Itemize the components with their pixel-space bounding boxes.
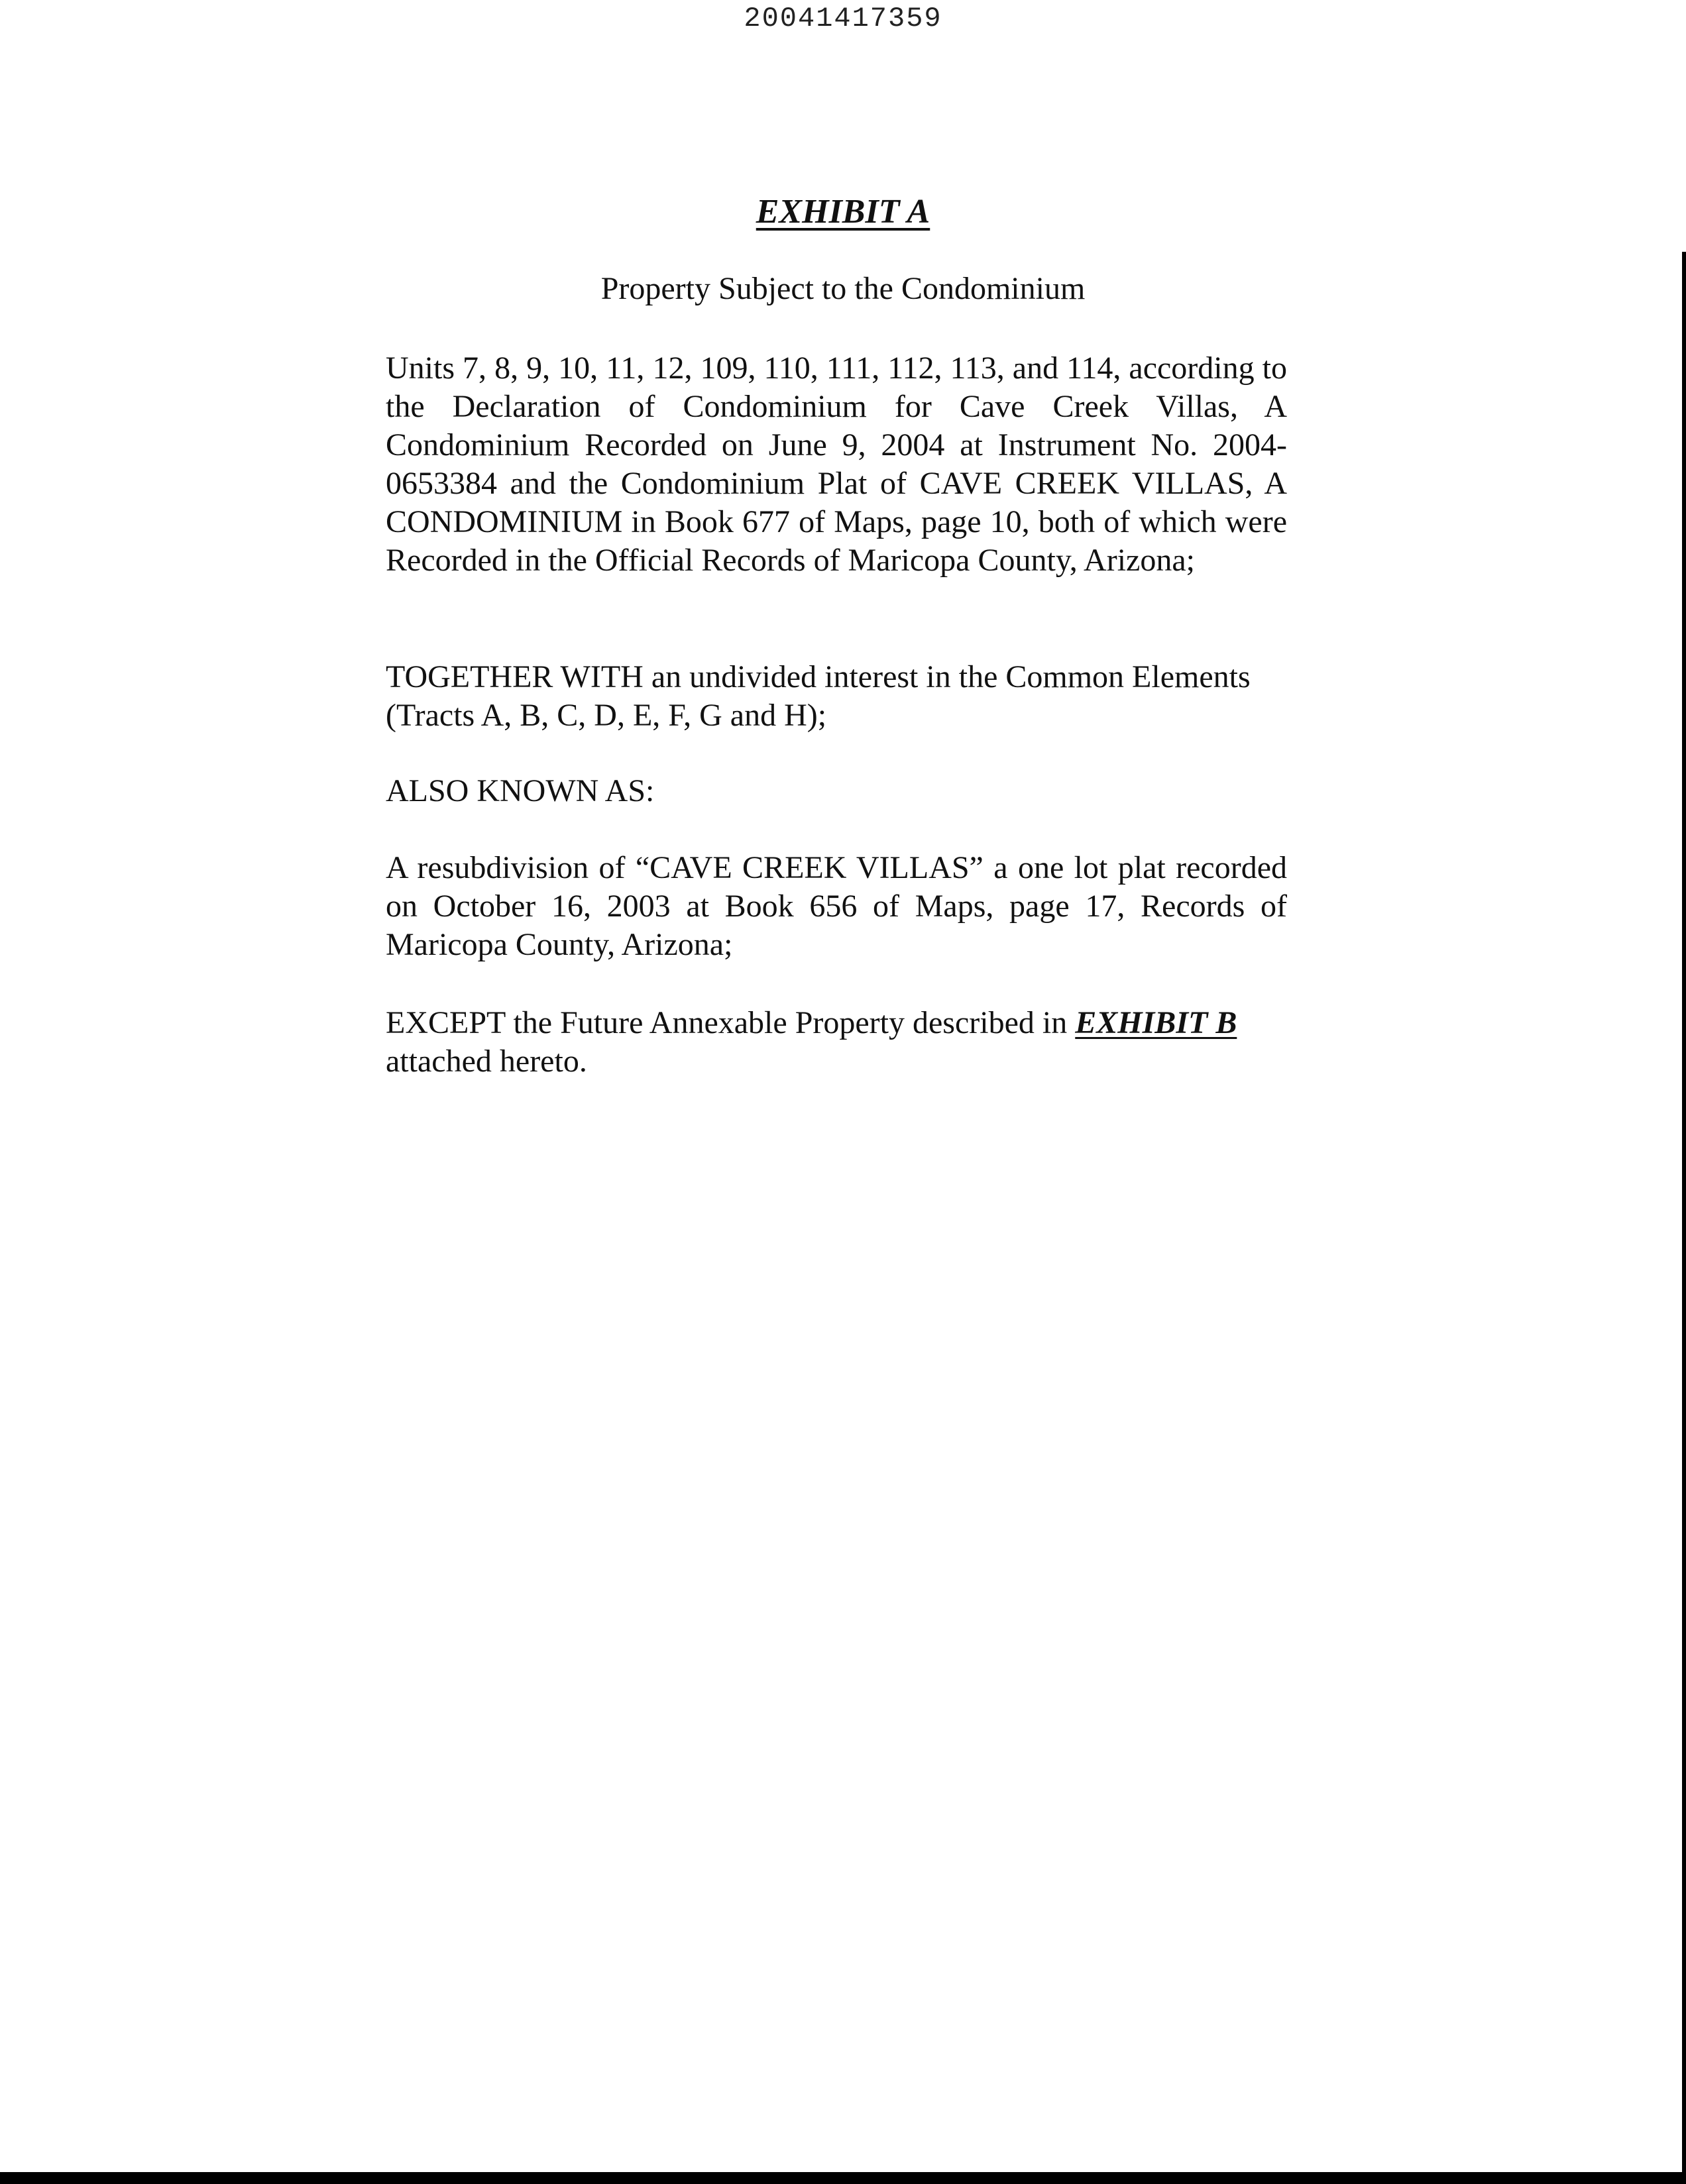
units-paragraph: Units 7, 8, 9, 10, 11, 12, 109, 110, 111, 112, 113, and 114, according to the Declaration of Condominium for Cave Creek Villas, A Condominium Recorded on June 9, 2004 at Instrument No. 2004-0653384 and the Condominium Plat of CAVE CREEK VILLAS, A CONDOMINIUM in Book 677 of Maps, page 10, both of which were Recorded in the Official Records of Maricopa County, Arizona; [386, 351, 1287, 578]
resubdivision-paragraph: A resubdivision of “CAVE CREEK VILLAS” a one lot plat recorded on October 16, 2003 at Book 656 of Maps, page 17, Records of Maricopa County, Arizona; [386, 850, 1287, 962]
exhibit-title: EXHIBIT A [756, 193, 930, 231]
exhibit-b-reference: EXHIBIT B [1075, 1005, 1237, 1040]
except-prefix-text: EXCEPT the Future Annexable Property described in [386, 1005, 1076, 1040]
scan-bottom-edge [0, 2172, 1686, 2184]
scan-right-edge [1682, 252, 1686, 2173]
exhibit-subtitle: Property Subject to the Condominium [600, 271, 1086, 306]
recording-number: 20041417359 [744, 3, 942, 34]
together-with-paragraph: TOGETHER WITH an undivided interest in the Common Elements (Tracts A, B, C, D, E, F, G and H); [386, 659, 1251, 733]
except-paragraph [386, 1004, 1287, 1081]
except-suffix-text: attached hereto. [386, 1044, 587, 1079]
also-known-as-paragraph: ALSO KNOWN AS: [386, 773, 655, 808]
